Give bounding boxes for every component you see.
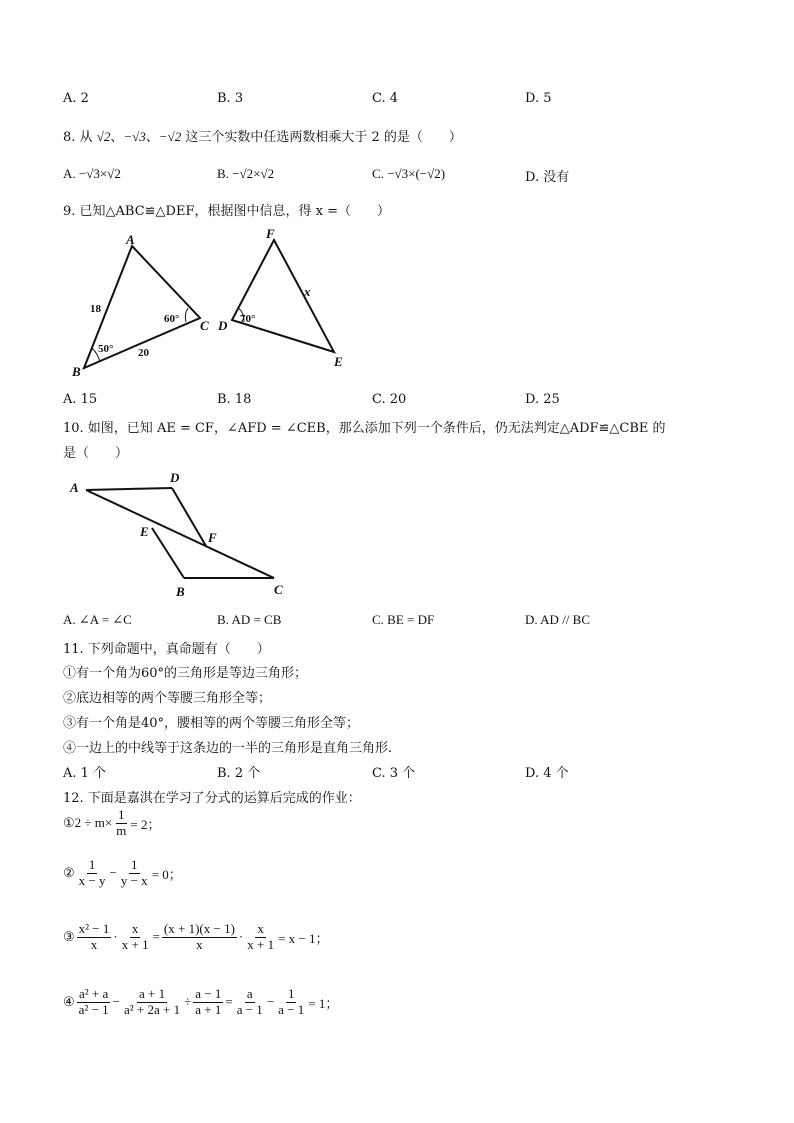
q10-label-d: D <box>170 470 180 485</box>
q12-e4-den2: a² + 2a + 1 <box>124 1001 181 1017</box>
q11-stem: 11. 下列命题中，真命题有（ ） <box>63 642 270 657</box>
q10-label-a: A <box>70 480 79 495</box>
q9-label-c: C <box>200 318 209 333</box>
q10-option-d: D. AD // BC <box>525 612 591 627</box>
q12-e3-frac4 <box>245 922 276 953</box>
q7-option-c: C. 4 <box>372 91 399 106</box>
q12-expr-3 <box>63 922 329 953</box>
q9-stem: 9. 已知△ABC≌△DEF，根据图中信息，得 x =（ ） <box>63 204 390 219</box>
q9-option-b: B. 18 <box>217 392 252 407</box>
q12-e3-den3: x <box>196 936 203 952</box>
q12-e3-den2: x + 1 <box>121 936 149 952</box>
q8-option-b: B. −√2×√2 <box>217 166 275 181</box>
q8-stem-pre: 从 <box>79 130 93 145</box>
q12-e3-frac2 <box>120 922 151 953</box>
q11-option-b: B. 2 个 <box>217 766 261 781</box>
q12-e3-eq: = <box>152 929 160 945</box>
q12-e3-den1: x <box>90 936 98 952</box>
q8-option-d: D. 没有 <box>525 170 570 185</box>
q10-option-c: C. BE = DF <box>372 612 435 627</box>
q9-option-c: C. 20 <box>372 392 407 407</box>
q12-e2-den2: y − x <box>120 872 148 888</box>
q10-label-c: C <box>274 582 283 597</box>
q12-e4-frac3 <box>193 987 223 1018</box>
q12-e3-dot2: · <box>238 929 244 945</box>
q12-e4-op2: ÷ <box>184 994 192 1010</box>
q12-e4-num3: a − 1 <box>195 986 222 1001</box>
q9-angle-b: 50° <box>98 343 114 355</box>
q12-expr-4 <box>63 987 338 1018</box>
q12-e1-den: m <box>116 822 127 838</box>
q8-option-c: C. −√3×(−√2) <box>372 166 446 181</box>
q12-e3-num1: x² − 1 <box>78 921 110 936</box>
q12-e4-frac2 <box>122 987 182 1018</box>
q12-e4-num5: 1 <box>287 986 295 1001</box>
q9-option-d: D. 25 <box>525 392 560 407</box>
q8-num-2: −√3 <box>123 129 146 144</box>
q8-num-1: √2 <box>96 129 111 144</box>
q12-e1-mark: ① <box>63 815 75 831</box>
q9-angle-d: 70° <box>240 313 256 325</box>
q12-stem: 12. 下面是嘉淇在学习了分式的运算后完成的作业： <box>63 791 361 806</box>
q12-e2-post: = 0； <box>151 866 182 882</box>
q12-e1-num: 1 <box>118 807 125 822</box>
q12-e2-op: − <box>109 865 117 881</box>
q12-e3-mark: ③ <box>63 929 75 945</box>
q9-angle-c-arc <box>185 308 188 322</box>
q9-option-a: A. 15 <box>63 392 98 407</box>
q12-e2-frac2 <box>119 858 150 889</box>
q12-e3-frac3 <box>162 922 237 953</box>
q7-option-d: D. 5 <box>525 91 552 106</box>
q7-option-a: A. 2 <box>63 91 89 106</box>
q12-e4-post: = 1； <box>308 995 339 1011</box>
q12-e4-eq: = <box>225 994 233 1010</box>
q12-expr-1 <box>63 808 160 839</box>
q12-e3-den4: x + 1 <box>247 936 275 952</box>
q9-triangle-def <box>232 240 334 352</box>
q11-option-c: C. 3 个 <box>372 766 416 781</box>
q10-option-b: B. AD = CB <box>217 612 282 627</box>
q10-label-b: B <box>176 584 185 599</box>
q8-stem <box>63 126 462 145</box>
q8-option-a: A. −√3×√2 <box>63 166 121 181</box>
q9-angle-c: 60° <box>164 313 180 325</box>
q10-line-eb <box>152 528 184 578</box>
q9-label-b: B <box>72 364 81 379</box>
q10-stem-line2: 是（ ） <box>63 446 129 461</box>
q12-e2-num2: 1 <box>131 857 138 872</box>
q9-label-e: E <box>334 354 343 369</box>
q9-label-f: F <box>266 226 275 241</box>
q12-e3-num3: (x + 1)(x − 1) <box>163 921 235 936</box>
q12-e4-den4: a − 1 <box>236 1001 263 1017</box>
q10-stem-line1: 10. 如图，已知 AE = CF，∠AFD = ∠CEB，那么添加下列一个条件后，仍无法判定△ADF≌△CBE 的 <box>63 421 666 436</box>
q12-e4-frac4 <box>235 987 265 1018</box>
q12-e4-op3: − <box>266 994 275 1010</box>
q12-e4-frac5 <box>276 987 306 1018</box>
q11-item-3: ③有一个角是40°，腰相等的两个等腰三角形全等； <box>63 716 360 731</box>
q12-e1-post: = 2； <box>130 816 161 832</box>
q11-item-2: ②底边相等的两个等腰三角形全等； <box>63 691 272 706</box>
q9-side-ab: 18 <box>90 303 101 315</box>
q8-sep-1: 、 <box>110 130 124 145</box>
q12-e4-num2: a + 1 <box>139 986 166 1001</box>
q11-item-1: ①有一个角为60°的三角形是等边三角形； <box>63 666 308 681</box>
q12-e2-mark: ② <box>63 865 75 881</box>
q8-stem-post: 这三个实数中任选两数相乘大于 2 的是（ ） <box>185 130 462 145</box>
q11-option-a: A. 1 个 <box>63 766 107 781</box>
q12-e3-num4: x <box>257 921 264 936</box>
q9-label-d: D <box>218 318 228 333</box>
q9-side-bc: 20 <box>138 347 149 359</box>
q10-label-e: E <box>140 524 149 539</box>
q12-e2-den1: x − y <box>78 872 106 888</box>
q12-e4-den5: a − 1 <box>278 1001 305 1017</box>
q8-num-3: −√2 <box>158 129 182 144</box>
q12-e4-num4: a <box>246 986 253 1001</box>
q12-e1-pre: 2 ÷ m× <box>74 815 113 831</box>
q12-expr-2 <box>63 858 182 889</box>
q7-option-b: B. 3 <box>217 91 244 106</box>
q12-e3-dot1: · <box>113 929 118 945</box>
q12-e4-num1: a² + a <box>79 986 109 1001</box>
q12-e1-fraction <box>114 808 128 839</box>
q12-e2-frac1 <box>77 858 108 889</box>
q12-e2-num1: 1 <box>88 857 96 872</box>
q10-option-a: A. ∠A = ∠C <box>63 612 132 627</box>
q12-e3-frac1 <box>77 922 112 953</box>
q10-figure <box>62 468 302 600</box>
q8-number: 8. <box>63 130 76 145</box>
q9-side-x: x <box>304 284 311 299</box>
q12-e4-den3: a + 1 <box>195 1001 222 1017</box>
q12-e4-mark: ④ <box>63 994 75 1010</box>
q11-option-d: D. 4 个 <box>525 766 569 781</box>
q10-line-ad <box>86 488 172 490</box>
q12-e3-num2: x <box>131 921 139 936</box>
q12-e4-den1: a² − 1 <box>78 1001 109 1017</box>
q12-e4-frac1 <box>77 987 111 1018</box>
q9-figure <box>60 222 360 382</box>
q12-e4-op1: − <box>112 994 120 1010</box>
q10-label-f: F <box>208 530 217 545</box>
q12-e3-post: = x − 1； <box>278 930 329 946</box>
q9-label-a: A <box>126 232 135 247</box>
q11-item-4: ④一边上的中线等于这条边的一半的三角形是直角三角形. <box>63 741 393 756</box>
q8-sep-2: 、 <box>145 130 159 145</box>
